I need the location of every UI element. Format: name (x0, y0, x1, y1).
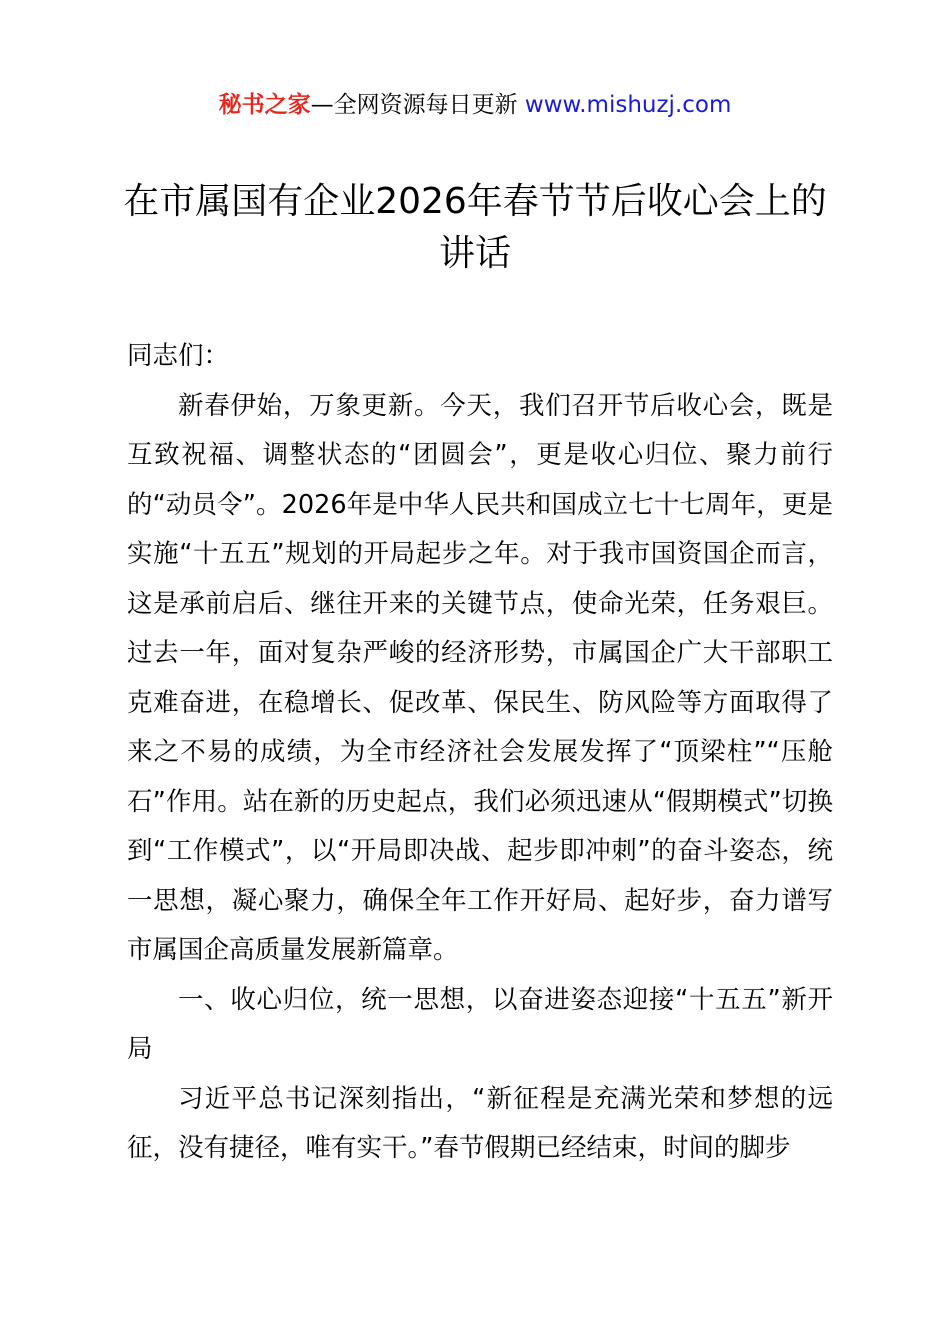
section-heading: 一、收心归位，统一思想，以奋进姿态迎接“十五五”新开局 (127, 984, 833, 1064)
salutation: 同志们： (127, 341, 230, 371)
site-header (0, 88, 950, 122)
body-paragraph: 新春伊始，万象更新。今天，我们召开节后收心会，既是互致祝福、调整状态的“团圆会”，更是收心归位、聚力前行的“动员令”。2026年是中华人民共和国成立七十七周年，更是实施“十五五”规划的开局起步之年。对于我市国资国企而言，这是承前启后、继往开来的关键节点，使命光荣，任务艰巨。过去一年，面对复杂严峻的经济形势，市属国企广大干部职工克难奋进，在稳增长、促改革、保民生、防风险等方面取得了来之不易的成绩，为全市经济社会发展发挥了“顶梁柱”“压舱石”作用。站在新的历史起点，我们必须迅速从“假期模式”切换到“工作模式”，以“开局即决战、起步即冲刺”的奋斗姿态，统一思想，凝心聚力，确保全年工作开好局、起好步，奋力谱写市属国企高质量发展新篇章。 (127, 390, 833, 965)
document-body (127, 332, 833, 1174)
brand-name: 秘书之家 (218, 92, 311, 118)
body-paragraph: 习近平总书记深刻指出，“新征程是充满光荣和梦想的远征，没有捷径，唯有实干。”春节假期已经结束，时间的脚步 (127, 1083, 833, 1163)
header-tagline: —全网资源每日更新 (310, 92, 518, 118)
document-title: 在市属国有企业2026年春节节后收心会上的讲话 (123, 181, 827, 274)
site-url-link[interactable]: www.mishuzj.com (524, 92, 732, 118)
